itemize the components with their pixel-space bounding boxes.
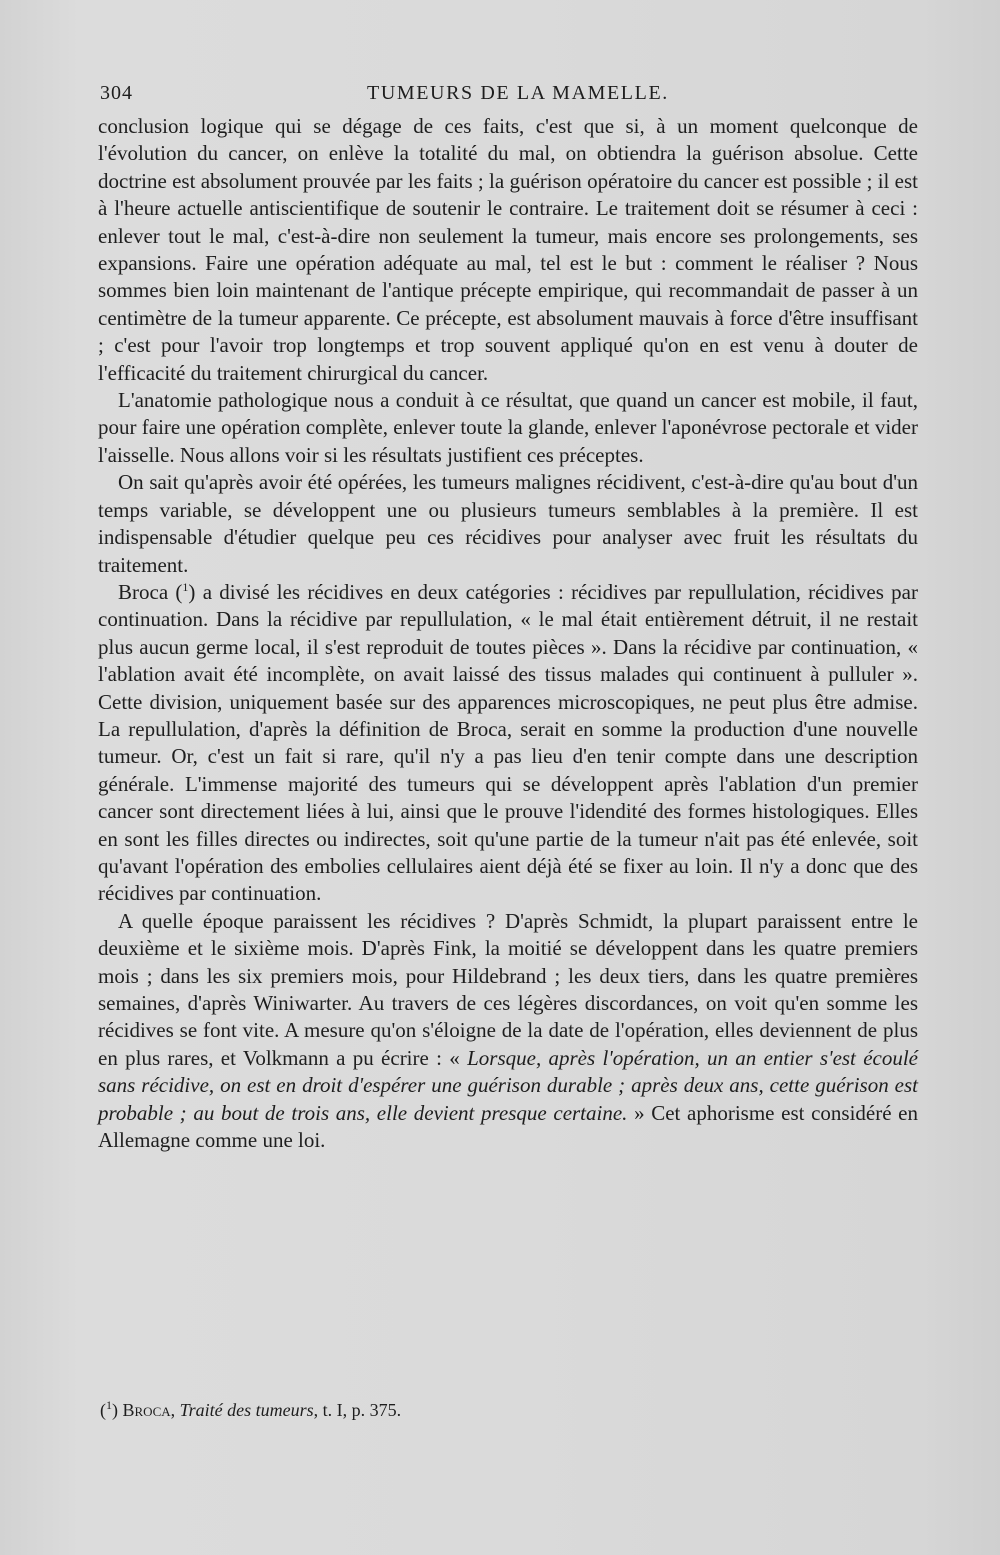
paragraph-5 (98, 908, 918, 1155)
footnote-author: Broca (122, 1400, 171, 1420)
footnote-reference-text: , t. I, p. 375. (313, 1400, 402, 1420)
footnote-reference: 1 (182, 579, 189, 594)
paragraph-4 (98, 579, 918, 908)
page-number: 304 (100, 82, 133, 104)
paragraph-5-end: » Cet aphorisme est considéré en Allemagne comme une loi. (98, 1100, 919, 1153)
running-title: TUMEURS DE LA MAMELLE. (367, 82, 669, 104)
paragraph-5-start: A quelle époque paraissent les récidives ? D'après Schmidt, la plupart paraissent entre le deuxième et le sixième mois. D'après Fink, la moitié se développent dans les quatre premiers mois ; dans les six premiers mois, pour Hildebrand ; les deux tiers, dans les quatre premières semaines, d'après Winiwarter. Au travers de ces légères discordances, on voit qu'en somme les récidives se font vite. A mesure qu'on s'éloigne de la date de l'opération, elles deviennent de plus en plus rares, et Volkmann a pu écrire : « (98, 908, 918, 1070)
body-text (98, 113, 918, 1154)
footnote-marker: 1 (106, 1398, 112, 1412)
paragraph-3: On sait qu'après avoir été opérées, les tumeurs malignes récidivent, c'est-à-dire qu'au bout d'un temps variable, se développent une ou plusieurs tumeurs semblables à la première. Il est indispensable d'étudier quelque peu ces récidives pour analyser avec fruit les résultats du traitement. (98, 470, 918, 577)
paragraph-4-start: Broca ( (118, 579, 183, 604)
page-header (100, 82, 960, 112)
footnote: ($^1$) Broca, Traité des tumeurs, t. I, p. 375. (100, 1398, 402, 1420)
footnote-title: Traité des tumeurs (179, 1400, 314, 1420)
volkmann-quote: Lorsque, après l'opération, un an entier s'est écoulé sans récidive, on est en droit d'espérer une guérison durable ; après deux ans, cette guérison est probable ; au bout de trois ans, elle devient presque certaine. (98, 1045, 918, 1125)
paragraph-1: conclusion logique qui se dégage de ces faits, c'est que si, à un moment quelconque de l'évolution du cancer, on enlève la totalité du mal, on obtiendra la guérison absolue. Cette doctrine est absolument prouvée par les faits ; la guérison opératoire du cancer est possible ; il est à l'heure actuelle antiscientifique de soutenir le contraire. Le traitement doit se résumer à ceci : enlever tout le mal, c'est-à-dire non seulement la tumeur, mais encore ses prolongements, ses expansions. Faire une opération adéquate au mal, tel est le but : comment le réaliser ? Nous sommes bien loin maintenant de l'antique précepte empirique, qui recommandait de passer à un centimètre de la tumeur apparente. Ce précepte, est absolument mauvais à force d'être insuffisant ; c'est pour l'avoir trop longtemps et trop souvent appliqué qu'on en est venu à douter de l'efficacité du traitement chirurgical du cancer. (98, 114, 918, 385)
paragraph-2: L'anatomie pathologique nous a conduit à ce résultat, que quand un cancer est mobile, il faut, pour faire une opération complète, enlever toute la glande, enlever l'aponévrose pectorale et vider l'aisselle. Nous allons voir si les résultats justifient ces préceptes. (98, 388, 918, 467)
paragraph-4-rest: ) a divisé les récidives en deux catégories : récidives par repullulation, récidives par continuation. Dans la récidive par repullulation, « le mal était entièrement détruit, il ne restait plus aucun germe local, il s'est reproduit de toutes pièces ». Dans la récidive par continuation, « l'ablation avait été incomplète, on avait laissé des tissus malades qui continuent à pulluler ». Cette division, uniquement basée sur des apparences microscopiques, ne peut plus être admise. La repullulation, d'après la définition de Broca, serait en somme la production d'une nouvelle tumeur. Or, c'est un fait si rare, qu'il n'y a pas lieu d'en tenir compte dans une description générale. L'immense majorité des tumeurs qui se développent après l'ablation d'un premier cancer sont directement liées à lui, ainsi que le prouve l'idendité des formes histologiques. Elles en sont les filles directes ou indirectes, soit qu'une partie de la tumeur n'ait pas été enlevée, soit qu'avant l'opération des embolies cellulaires aient déjà été se fixer au loin. Il n'y a donc que des récidives par continuation. (98, 579, 918, 906)
